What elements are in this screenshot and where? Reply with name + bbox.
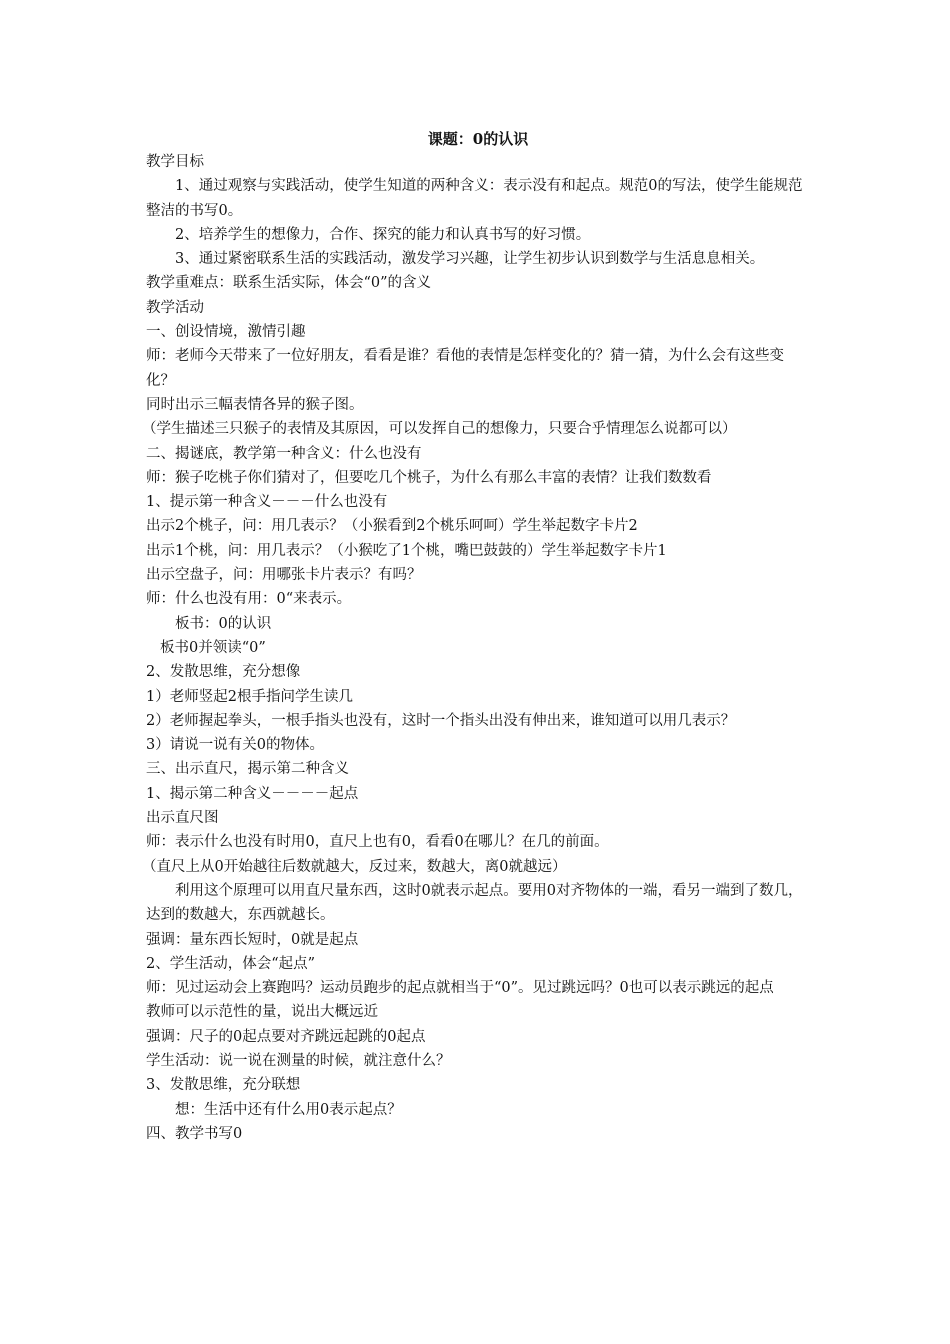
paragraph: 3）请说一说有关0的物体。	[146, 737, 324, 754]
paragraph: 2、发散思维，充分想像	[146, 664, 301, 681]
paragraph: （直尺上从0开始越往后数就越大，反过来，数越大，离0就越远）	[142, 858, 567, 875]
paragraph: 出示2个桃子，问：用几表示？（小猴看到2个桃乐呵呵）学生举起数字卡片2	[146, 518, 638, 535]
paragraph: 出示1个桃，问：用几表示？（小猴吃了1个桃，嘴巴鼓鼓的）学生举起数字卡片1	[146, 542, 667, 559]
paragraph: 3、发散思维，充分联想	[146, 1077, 301, 1094]
document-title: 课题：0的认识	[427, 130, 529, 148]
paragraph: 学生活动：说一说在测量的时候，就注意什么？	[146, 1052, 451, 1069]
paragraph: 出示直尺图	[146, 810, 219, 827]
paragraph: 板书：0的认识	[175, 615, 272, 632]
paragraph: 想：生活中还有什么用0表示起点？	[175, 1101, 402, 1118]
paragraph: 师：猴子吃桃子你们猜对了，但要吃几个桃子，为什么有那么丰富的表情？让我们数数看	[146, 469, 712, 486]
paragraph: 强调：尺子的0起点要对齐跳远起跳的0起点	[146, 1028, 426, 1045]
section-heading: 一、创设情境，激情引趣	[146, 324, 306, 341]
paragraph: 1、揭示第二种含义－－－－起点	[146, 785, 359, 802]
section-heading: 教学活动	[146, 299, 204, 316]
paragraph: 同时出示三幅表情各异的猴子图。	[146, 396, 364, 413]
paragraph: 出示空盘子，问：用哪张卡片表示？有吗？	[146, 567, 422, 584]
section-heading: 四、教学书写0	[146, 1125, 243, 1142]
section-heading: 教学目标	[146, 154, 204, 170]
paragraph: 师：见过运动会上赛跑吗？运动员跑步的起点就相当于“0”。见过跳远吗？0也可以表示跳远的起点	[146, 980, 774, 997]
paragraph: 利用这个原理可以用直尺量东西，这时0就表示起点。要用0对齐物体的一端，看另一端到了数几，达到的数越大，东西就越长。	[146, 882, 803, 924]
paragraph: 2、培养学生的想像力，合作、探究的能力和认真书写的好习惯。	[175, 226, 591, 243]
paragraph: （学生描述三只猴子的表情及其原因，可以发挥自己的想像力，只要合乎情理怎么说都可以）	[142, 421, 737, 438]
paragraph: 2）老师握起拳头，一根手指头也没有，这时一个指头出没有伸出来，谁知道可以用几表示？	[146, 712, 736, 729]
paragraph: 1）老师竖起2根手指问学生读几	[146, 688, 353, 705]
paragraph: 1、通过观察与实践活动，使学生知道的两种含义：表示没有和起点。规范0的写法，使学生能规范整洁的书写0。	[146, 178, 803, 219]
paragraph: 教师可以示范性的量，说出大概远近	[146, 1004, 378, 1021]
document-body	[142, 128, 810, 1146]
paragraph: 师：什么也没有用：0“来表示。	[146, 591, 352, 608]
paragraph: 强调：量东西长短时，0就是起点	[146, 931, 359, 948]
paragraph: 师：老师今天带来了一位好朋友，看看是谁？看他的表情是怎样变化的？猜一猜，为什么会有这些变化？	[146, 348, 784, 389]
section-heading: 三、出示直尺，揭示第二种含义	[146, 761, 349, 778]
paragraph: 师：表示什么也没有时用0，直尺上也有0，看看0在哪儿？在几的前面。	[146, 834, 609, 851]
paragraph: 3、通过紧密联系生活的实践活动，激发学习兴趣，让学生初步认识到数学与生活息息相关。	[175, 251, 765, 268]
section-heading: 教学重难点：联系生活实际，体会“0”的含义	[146, 275, 432, 292]
paragraph: 2、学生活动，体会“起点”	[146, 955, 316, 972]
paragraph: 1、提示第一种含义－－－什么也没有	[146, 494, 388, 511]
paragraph: 板书0并领读“0”	[160, 639, 266, 656]
section-heading: 二、揭谜底，教学第一种含义：什么也没有	[146, 445, 422, 462]
